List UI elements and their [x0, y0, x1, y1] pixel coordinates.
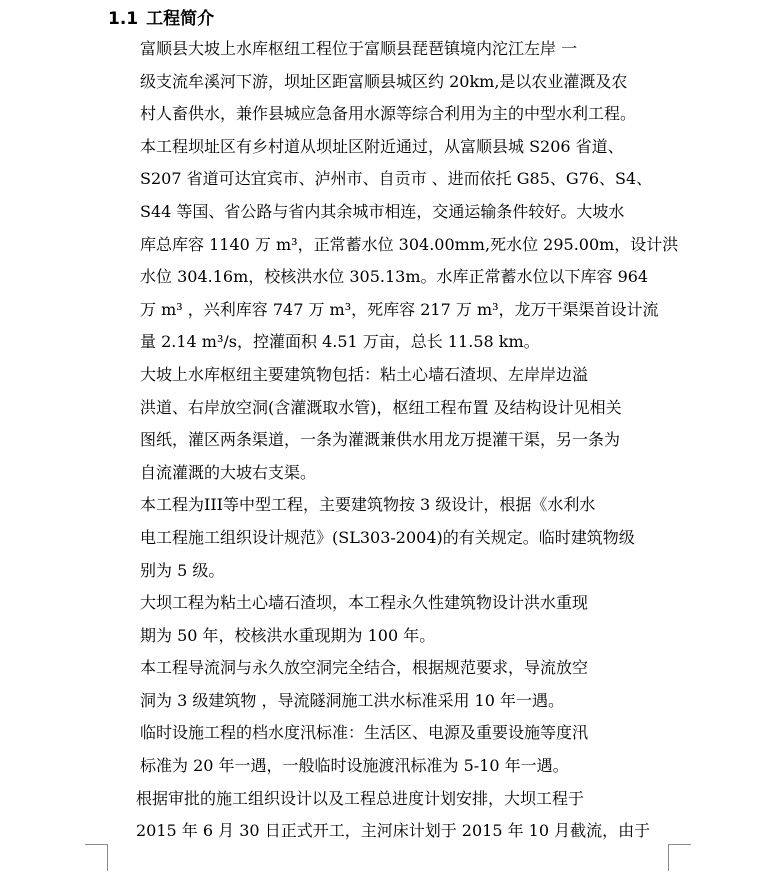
paragraph-main-structures [108, 359, 678, 489]
text-line: 大坝工程为粘土心墙石渣坝，本工程永久性建筑物设计洪水重现 [140, 593, 589, 613]
paragraph-dam-flood-standard [108, 587, 678, 652]
paragraph-project-overview [108, 33, 678, 359]
text-line: 大坡上水库枢纽主要建筑物包括：粘土心墙石渣坝、左岸岸边溢 [140, 364, 589, 384]
text-line: 别为 5 级。 [140, 560, 225, 580]
paragraph-temporary-facilities [108, 717, 678, 782]
text-line: 库总库容 1140 万 m³，正常蓄水位 304.00mm,死水位 295.00m，设计洪 [140, 234, 678, 254]
text-line: 洪道、右岸放空洞(含灌溉取水管)，枢纽工程布置 及结构设计见相关 [140, 397, 622, 417]
page-content [108, 8, 678, 848]
crop-mark-left [85, 844, 108, 871]
text-line: 量 2.14 m³/s，控灌面积 4.51 万亩，总长 11.58 km。 [140, 332, 540, 352]
text-line: 期为 50 年，校核洪水重现期为 100 年。 [140, 625, 436, 645]
text-line: 本工程坝址区有乡村道从坝址区附近通过，从富顺县城 S206 省道、 [140, 136, 624, 156]
text-line: 标准为 20 年一遇，一般临时设施渡汛标准为 5-10 年一遇。 [140, 756, 569, 776]
text-line: 图纸，灌区两条渠道，一条为灌溉兼供水用龙万提灌干渠，另一条为 [140, 430, 621, 450]
paragraph-diversion-tunnel [108, 652, 678, 717]
text-line: 临时设施工程的档水度汛标准：生活区、电源及重要设施等度汛 [140, 723, 589, 743]
text-line: S207 省道可达宜宾市、泸州市、自贡市 、进而依托 G85、G76、S4、 [140, 169, 653, 189]
text-line: 本工程导流洞与永久放空洞完全结合，根据规范要求，导流放空 [140, 658, 589, 678]
text-line: 洞为 3 级建筑物 ，导流隧洞施工洪水标准采用 10 年一遇。 [140, 690, 564, 710]
text-line: S44 等国、省公路与省内其余城市相连，交通运输条件较好。大坡水 [140, 201, 625, 221]
section-number: 1.1 [108, 9, 139, 29]
paragraph-schedule [108, 783, 678, 848]
text-line: 富顺县大坡上水库枢纽工程位于富顺县琵琶镇境内沱江左岸 一 [140, 39, 578, 58]
text-line: 村人畜供水，兼作县城应急备用水源等综合利用为主的中型水利工程。 [140, 104, 637, 124]
section-heading [108, 8, 678, 30]
crop-mark-right [668, 844, 691, 871]
text-line: 2015 年 6 月 30 日正式开工，主河床计划于 2015 年 10 月截流，由于 [136, 821, 651, 841]
text-line: 本工程为III等中型工程，主要建筑物按 3 级设计，根据《水利水 [140, 495, 596, 515]
text-line: 自流灌溉的大坡右支渠。 [140, 462, 317, 482]
text-line: 万 m³ ，兴利库容 747 万 m³，死库容 217 万 m³，龙万干渠渠首设计流 [140, 299, 659, 319]
text-line: 电工程施工组织设计规范》(SL303-2004)的有关规定。临时建筑物级 [140, 527, 635, 547]
text-line: 级支流牟溪河下游，坝址区距富顺县城区约 20km,是以农业灌溉及农 [140, 71, 628, 91]
section-title: 工程简介 [146, 9, 215, 29]
text-line: 水位 304.16m，校核洪水位 305.13m。水库正常蓄水位以下库容 964 [140, 267, 649, 287]
paragraph-project-grade [108, 489, 678, 587]
text-line: 根据审批的施工组织设计以及工程总进度计划安排，大坝工程于 [136, 788, 585, 808]
